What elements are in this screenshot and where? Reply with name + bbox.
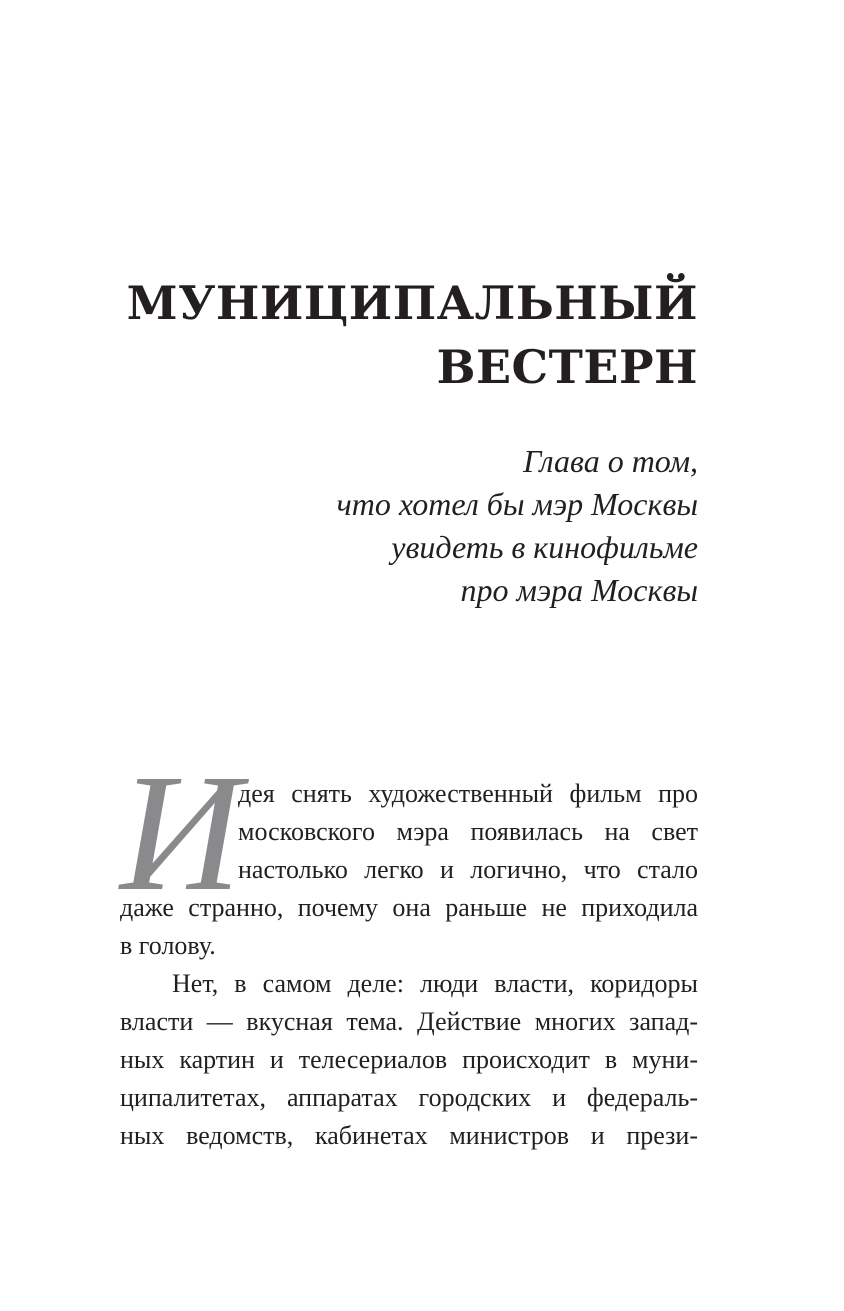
epigraph-line: что хотел бы мэр Москвы (336, 486, 698, 522)
chapter-title-line: ВЕСТЕРН (436, 340, 698, 394)
body-line: даже странно, почему она раньше не приходила (120, 893, 698, 922)
body-line: ных картин и телесериалов происходит в муни- (120, 1045, 698, 1074)
body-line: Нет, в самом деле: люди власти, коридоры (172, 969, 698, 998)
drop-cap: И (120, 740, 242, 926)
body-line: в голову. (120, 931, 216, 960)
body-line: дея снять художественный фильм про (238, 779, 698, 808)
epigraph-line: Глава о том, (523, 443, 698, 479)
epigraph-line: увидеть в кинофильме (391, 529, 698, 565)
body-text (120, 740, 698, 1155)
body-line: ципалитетах, аппаратах городских и федераль- (120, 1083, 698, 1112)
body-line: власти — вкусная тема. Действие многих запад- (120, 1007, 698, 1036)
body-line: московского мэра появилась на свет (238, 817, 698, 846)
chapter-title (120, 271, 698, 399)
body-line: ных ведомств, кабинетах министров и прези- (120, 1121, 698, 1150)
body-line: настолько легко и логично, что стало (238, 855, 698, 884)
epigraph-line: про мэра Москвы (460, 572, 698, 608)
chapter-epigraph (200, 440, 698, 612)
chapter-title-line: МУНИЦИПАЛЬНЫЙ (126, 276, 698, 330)
